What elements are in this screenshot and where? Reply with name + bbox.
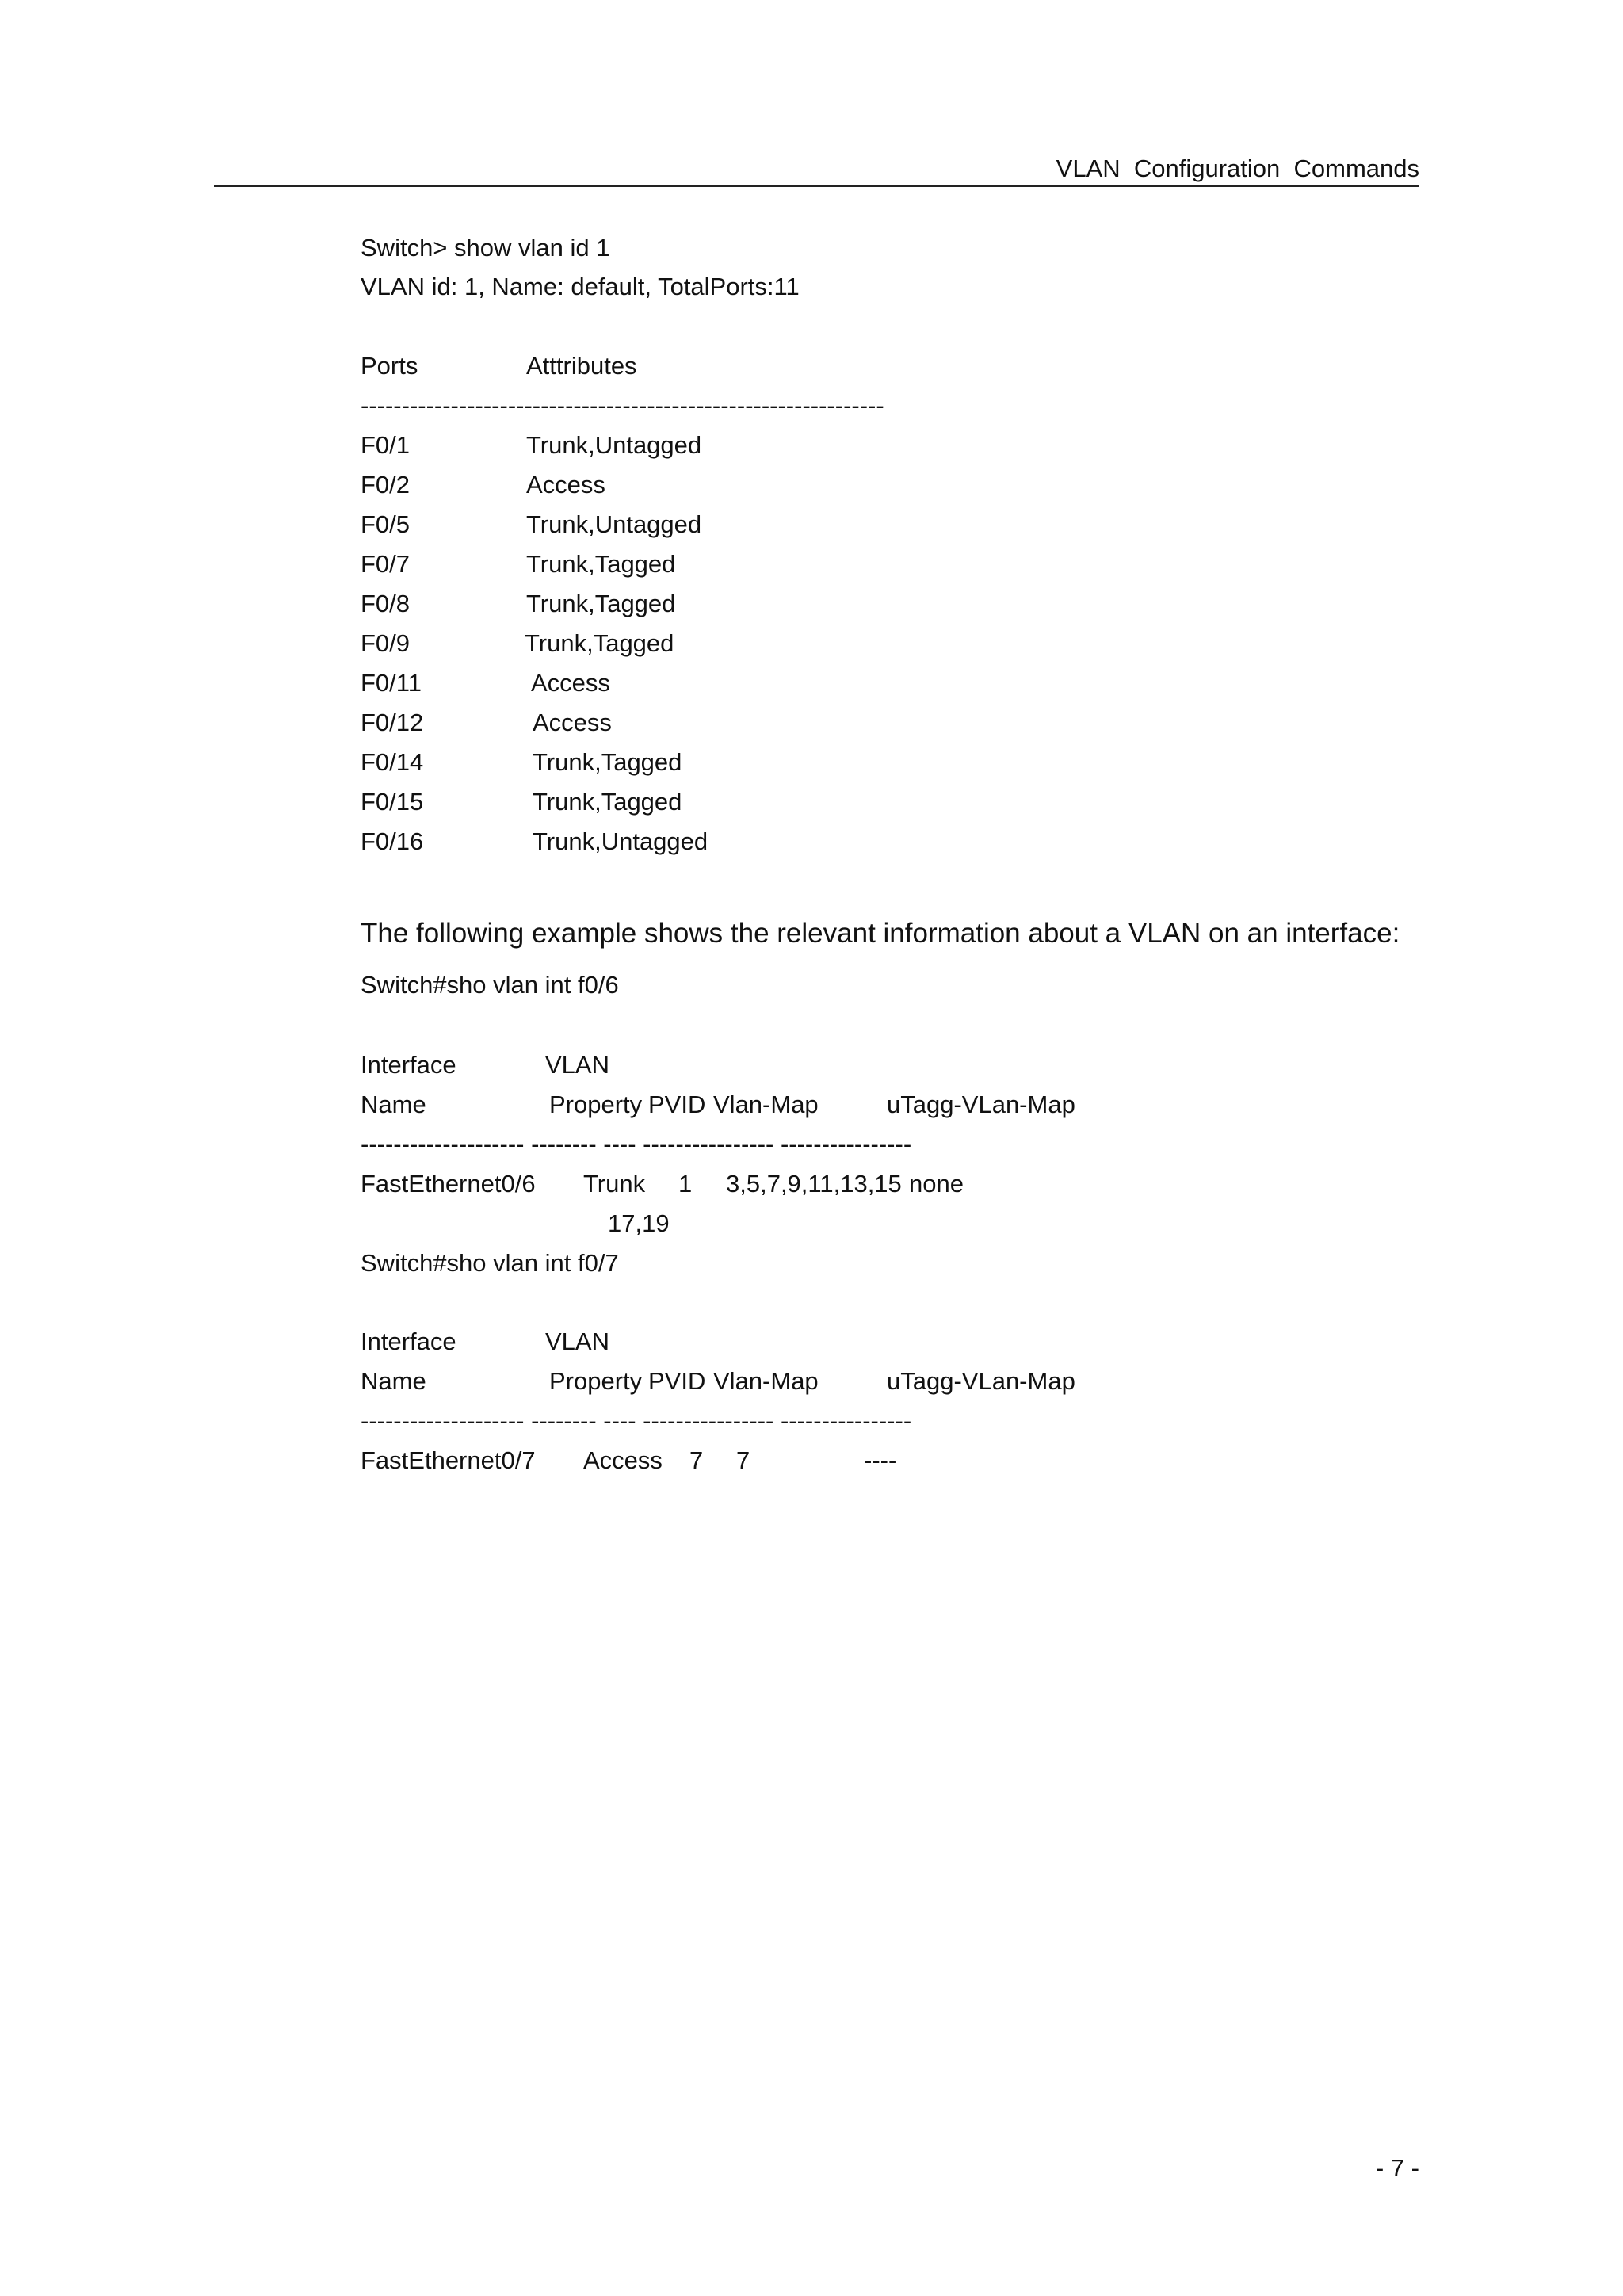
- attribute-cell: Trunk,Tagged: [525, 629, 674, 657]
- pvid-cell: 7: [689, 1446, 704, 1474]
- interface-separator: -------------------- -------- ---- ---------------- ----------------: [361, 1130, 912, 1158]
- pvid-header-label: PVID: [648, 1091, 706, 1118]
- port-cell: F0/5: [361, 510, 411, 538]
- name-header-label: Name: [361, 1367, 426, 1395]
- interface-header-label: Interface: [361, 1328, 456, 1355]
- attribute-cell: Trunk,Tagged: [526, 590, 676, 617]
- pvid-header-label: PVID: [648, 1367, 706, 1395]
- header-rule: [214, 185, 1419, 187]
- property-header-label: Property: [549, 1091, 643, 1118]
- vlan-map-continuation: 17,19: [608, 1209, 670, 1237]
- page-number: - 7 -: [1375, 2154, 1419, 2182]
- port-cell: F0/12: [361, 709, 424, 736]
- port-cell: F0/16: [361, 827, 424, 855]
- port-cell: F0/1: [361, 431, 411, 459]
- utagg-cell: ----: [864, 1446, 897, 1474]
- ports-column-header: Ports: [361, 352, 418, 380]
- vlan-header-label: VLAN: [545, 1051, 609, 1079]
- command-show-vlan-id: Switch> show vlan id 1: [361, 234, 610, 262]
- command-show-vlan-int-f07: Switch#sho vlan int f0/7: [361, 1249, 619, 1277]
- attribute-cell: Trunk,Tagged: [526, 550, 676, 578]
- port-cell: F0/2: [361, 471, 411, 499]
- utagg-cell: none: [909, 1170, 964, 1198]
- vlan-map-header-label: Vlan-Map: [713, 1091, 819, 1118]
- attribute-cell: Trunk,Tagged: [533, 748, 682, 776]
- name-header-label: Name: [361, 1091, 426, 1118]
- vlan-summary-line: VLAN id: 1, Name: default, TotalPorts:11: [361, 273, 800, 300]
- attribute-cell: Access: [531, 669, 610, 697]
- property-cell: Trunk: [583, 1170, 646, 1198]
- ports-separator: ----------------------------------------------------------------: [361, 392, 884, 419]
- vlan-map-header-label: Vlan-Map: [713, 1367, 819, 1395]
- pvid-cell: 1: [678, 1170, 693, 1198]
- intro-paragraph: The following example shows the relevant information about a VLAN on an interface:: [361, 918, 1400, 949]
- vlan-map-cell: 7: [736, 1446, 750, 1474]
- attribute-cell: Trunk,Untagged: [526, 431, 702, 459]
- attribute-cell: Trunk,Tagged: [533, 788, 682, 816]
- interface-separator: -------------------- -------- ---- ---------------- ----------------: [361, 1407, 912, 1435]
- utagg-vlan-map-header-label: uTagg-VLan-Map: [887, 1367, 1075, 1395]
- interface-name-cell: FastEthernet0/6: [361, 1170, 536, 1198]
- attribute-cell: Access: [526, 471, 605, 499]
- vlan-header-label: VLAN: [545, 1328, 609, 1355]
- page-header-title: VLAN Configuration Commands: [1056, 155, 1419, 182]
- port-cell: F0/9: [361, 629, 411, 657]
- attribute-cell: Trunk,Untagged: [533, 827, 708, 855]
- property-cell: Access: [583, 1446, 663, 1474]
- port-cell: F0/11: [361, 669, 422, 697]
- port-cell: F0/7: [361, 550, 411, 578]
- attributes-column-header: Atttributes: [526, 352, 637, 380]
- port-cell: F0/8: [361, 590, 411, 617]
- utagg-vlan-map-header-label: uTagg-VLan-Map: [887, 1091, 1075, 1118]
- interface-name-cell: FastEthernet0/7: [361, 1446, 536, 1474]
- port-cell: F0/15: [361, 788, 424, 816]
- attribute-cell: Trunk,Untagged: [526, 510, 702, 538]
- port-cell: F0/14: [361, 748, 424, 776]
- property-header-label: Property: [549, 1367, 643, 1395]
- interface-header-label: Interface: [361, 1051, 456, 1079]
- vlan-map-cell: 3,5,7,9,11,13,15: [726, 1170, 902, 1198]
- command-show-vlan-int-f06: Switch#sho vlan int f0/6: [361, 971, 619, 999]
- attribute-cell: Access: [533, 709, 612, 736]
